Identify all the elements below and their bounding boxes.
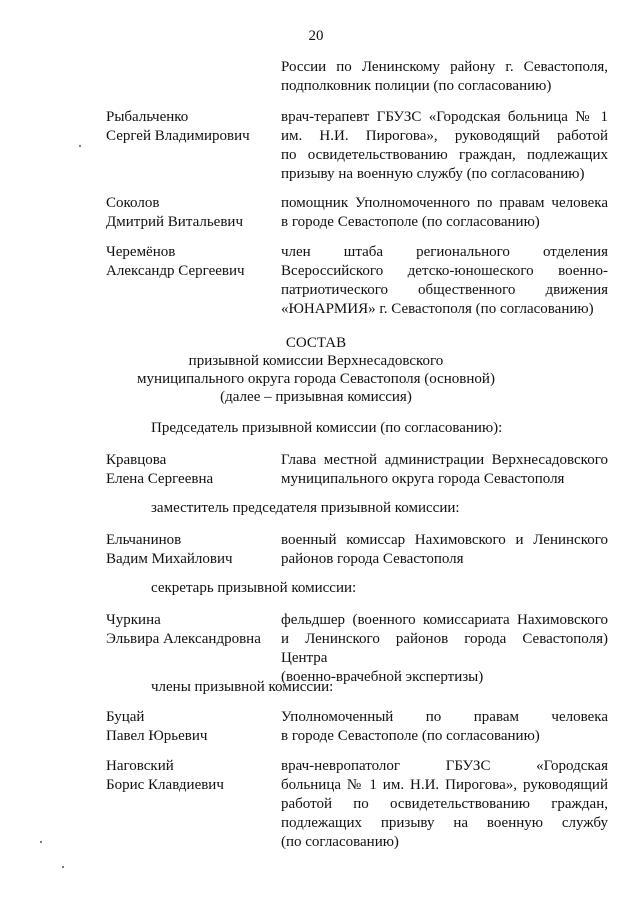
person-position: помощник Уполномоченного по правам человека в городе Севастополе (по согласованию) (281, 195, 608, 230)
members-label: члены призывной комиссии: (151, 679, 334, 695)
person-name: Чуркина Эльвира Александровна (106, 612, 261, 647)
section-subtitle-line: муниципального округа города Севастополя (основной) (137, 371, 495, 387)
continuation-text: России по Ленинскому району г. Севастополя, подполковник полиции (по согласованию) (281, 59, 608, 94)
scan-speck (40, 841, 42, 843)
section-title: СОСТАВ (285, 335, 347, 351)
person-name: Соколов Дмитрий Витальевич (106, 195, 243, 230)
chairman-label: Председатель призывной комиссии (по согласованию): (151, 420, 503, 436)
person-name: Буцай Павел Юрьевич (106, 709, 208, 744)
deputy-label: заместитель председателя призывной комиссии: (151, 500, 460, 516)
scan-speck (62, 866, 64, 868)
person-position: фельдшер (военного комиссариата Нахимовского и Ленинского районов города Севастополя) Центра (военно-врачебной экспертизы) (281, 612, 608, 685)
person-name: Ельчанинов Вадим Михайлович (106, 532, 233, 567)
person-position: врач-невропатолог ГБУЗС «Городская больница № 1 им. Н.И. Пирогова», руководящий работой по освидетельствованию граждан, подлежащих призыву на военную службу (по согласованию) (281, 758, 608, 850)
scan-speck (79, 145, 81, 147)
section-subtitle-line: (далее – призывная комиссия) (220, 389, 412, 405)
person-position: член штаба регионального отделения Всероссийского детско-юношеского военно- патриотического общественного движения «ЮНАРМИЯ» г. Севастополя (по согласованию) (281, 244, 608, 317)
person-name: Кравцова Елена Сергеевна (106, 452, 214, 487)
person-position: военный комиссар Нахимовского и Ленинского районов города Севастополя (281, 532, 608, 567)
person-name: Черемёнов Александр Сергеевич (106, 244, 245, 279)
person-position: Глава местной администрации Верхнесадовского муниципального округа города Севастополя (281, 452, 608, 487)
person-position: Уполномоченный по правам человека в городе Севастополе (по согласованию) (281, 709, 608, 744)
page-number: 20 (308, 28, 324, 44)
person-name: Наговский Борис Клавдиевич (106, 758, 224, 793)
secretary-label: секретарь призывной комиссии: (151, 580, 357, 596)
section-subtitle-line: призывной комиссии Верхнесадовского (188, 353, 444, 369)
person-name: Рыбальченко Сергей Владимирович (106, 109, 250, 144)
person-position: врач-терапевт ГБУЗС «Городская больница № 1 им. Н.И. Пирогова», руководящий работой по освидетельствованию граждан, подлежащих призыву на военную службу (по согласованию) (281, 109, 608, 182)
